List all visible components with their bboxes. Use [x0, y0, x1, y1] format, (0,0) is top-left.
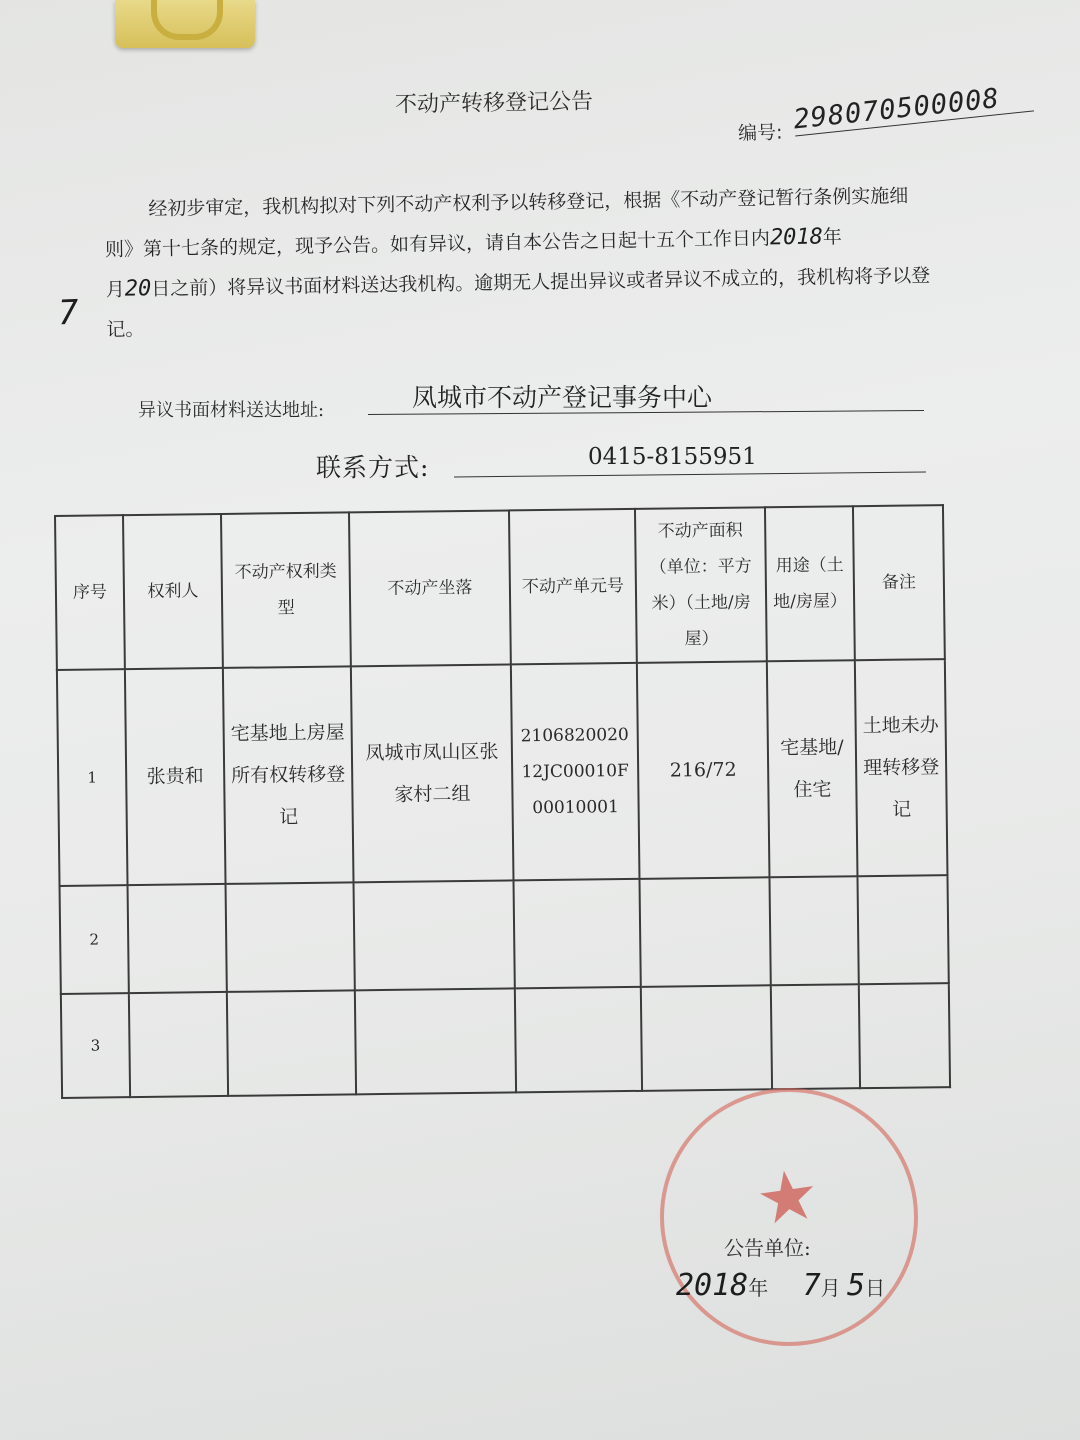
- address-label: 异议书面材料送达地址:: [138, 400, 325, 421]
- notice-date: [676, 1268, 885, 1303]
- date-month: 7: [802, 1268, 821, 1303]
- cell-location: 凤城市凤山区张家村二组: [351, 664, 514, 882]
- table-header-row: [55, 505, 945, 670]
- handwritten-month: 7: [57, 292, 80, 334]
- handwritten-year: 2018: [769, 224, 824, 251]
- seal-text: [650, 1094, 898, 1129]
- serial-number: 298070500008: [792, 80, 1034, 137]
- cell-seq: 1: [57, 669, 128, 886]
- handwritten-day: 20: [124, 276, 152, 302]
- publisher-label: 公告单位:: [724, 1236, 811, 1260]
- serial-label: 编号:: [737, 121, 783, 145]
- cell-right-type: [227, 990, 356, 1096]
- cell-area: [639, 877, 770, 987]
- header-usage: 用途（土地/房屋）: [765, 506, 855, 661]
- contact-label: 联系方式:: [316, 453, 430, 482]
- contact-value: 0415-8155951: [588, 444, 757, 470]
- cell-unit-no: [515, 987, 642, 1093]
- cell-holder: 张贵和: [125, 668, 226, 885]
- property-table: [54, 504, 951, 1099]
- seal-star-icon: ★: [750, 1152, 825, 1242]
- date-year-char: 年: [748, 1276, 769, 1300]
- contact-underline: [454, 472, 926, 478]
- binder-clip: [115, 0, 255, 48]
- cell-seq: 3: [61, 993, 130, 1098]
- cell-usage: 宅基地/住宅: [767, 660, 858, 877]
- date-day: 5: [847, 1268, 866, 1303]
- cell-remark: 土地未办理转移登记: [855, 659, 948, 876]
- cell-holder: [128, 884, 227, 993]
- official-seal: [643, 1071, 934, 1362]
- notice-title: 不动产转移登记公告: [394, 89, 594, 118]
- header-unit-no: 不动产单元号: [509, 509, 637, 665]
- paragraph-part2: 日之前）将异议书面材料送达我机构。逾期无人提出异议或者异议不成立的，我机构将予以登记。: [106, 264, 931, 341]
- table-row: [60, 875, 949, 994]
- cell-location: [355, 988, 516, 1094]
- date-year: 2018: [676, 1268, 749, 1303]
- address-value: 凤城市不动产登记事务中心: [412, 383, 713, 412]
- date-day-char: 日: [865, 1276, 886, 1300]
- cell-unit-no: [513, 879, 640, 989]
- cell-area: 216/72: [637, 661, 770, 879]
- paragraph-part1: 经初步审定，我机构拟对下列不动产权利予以转移登记，根据《不动产登记暂行条例实施细则》第十七条的规定，现予公告。如有异议，请自本公告之日起十五个工作日内: [104, 184, 909, 261]
- cell-right-type: [226, 882, 355, 992]
- cell-location: [354, 880, 515, 990]
- header-holder: 权利人: [123, 514, 223, 669]
- notice-paragraph: [104, 176, 937, 350]
- cell-unit-no: 210682002012JC00010F00010001: [511, 663, 640, 881]
- cell-usage: [771, 984, 860, 1089]
- header-right-type: 不动产权利类型: [221, 512, 351, 668]
- cell-holder: [129, 992, 228, 1097]
- month-char: 月: [105, 278, 125, 301]
- cell-remark: [857, 875, 948, 984]
- cell-seq: 2: [60, 885, 129, 994]
- cell-area: [641, 985, 772, 1091]
- year-char: 年: [822, 226, 843, 249]
- header-area: 不动产面积（单位：平方米）（土地/房屋）: [635, 507, 767, 663]
- table-row: [61, 983, 950, 1098]
- header-remark: 备注: [853, 505, 945, 660]
- date-month-char: 月: [820, 1276, 841, 1300]
- table-row: [57, 659, 948, 886]
- header-location: 不动产坐落: [349, 510, 511, 666]
- cell-right-type: 宅基地上房屋所有权转移登记: [223, 666, 354, 884]
- cell-remark: [859, 983, 950, 1088]
- cell-usage: [769, 876, 858, 985]
- header-seq: 序号: [55, 515, 125, 670]
